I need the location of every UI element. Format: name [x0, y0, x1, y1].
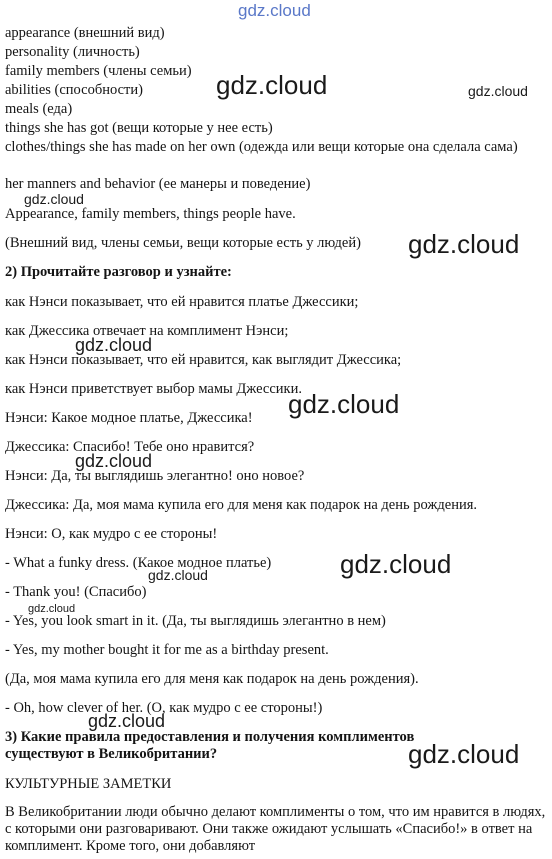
list-item: appearance (внешний вид): [5, 25, 165, 41]
watermark: gdz.cloud: [408, 229, 520, 259]
list-item: personality (личность): [5, 44, 140, 60]
task-item: как Нэнси показывает, что ей нравится платье Джессики;: [5, 294, 359, 310]
task-item: как Нэнси показывает, что ей нравится, как выглядит Джессика;: [5, 352, 402, 368]
notes-paragraph: В Великобритании люди обычно делают комплименты о том, что им нравится в людях, с которыми они разговаривают. Они также ожидают услышать «Спасибо!» в ответ на комплимент. Кроме того, они добавляют: [5, 804, 546, 854]
watermark: gdz.cloud: [238, 1, 311, 20]
task-item: как Джессика отвечает на комплимент Нэнси;: [5, 323, 289, 339]
list-item: family members (члены семьи): [5, 63, 192, 79]
dialogue-line: Джессика: Да, моя мама купила его для меня как подарок на день рождения.: [5, 497, 478, 513]
watermark: gdz.cloud: [75, 335, 153, 355]
dialogue-line: Нэнси: Да, ты выглядишь элегантно! оно новое?: [5, 468, 305, 484]
watermark: gdz.cloud: [75, 451, 153, 471]
watermark: gdz.cloud: [148, 567, 208, 583]
dialogue-line: Нэнси: О, как мудро с ее стороны!: [5, 526, 218, 542]
dialogue-line: Джессика: Спасибо! Тебе оно нравится?: [5, 439, 255, 455]
dialogue-line: - Yes, you look smart in it. (Да, ты выглядишь элегантно в нем): [5, 613, 386, 629]
dialogue-line: (Да, моя мама купила его для меня как подарок на день рождения).: [5, 671, 419, 687]
watermark: gdz.cloud: [288, 389, 400, 419]
watermark: gdz.cloud: [468, 83, 528, 99]
watermark: gdz.cloud: [24, 191, 84, 207]
watermark: gdz.cloud: [216, 70, 328, 100]
list-item: things she has got (вещи которые у нее есть): [5, 120, 273, 136]
answer-translation: (Внешний вид, члены семьи, вещи которые есть у людей): [5, 235, 361, 251]
answer-text: Appearance, family members, things people have.: [5, 206, 296, 222]
list-item: meals (еда): [5, 101, 73, 117]
watermark: gdz.cloud: [28, 603, 76, 615]
watermark: gdz.cloud: [340, 549, 452, 579]
section-heading: КУЛЬТУРНЫЕ ЗАМЕТКИ: [5, 776, 172, 792]
dialogue-line: - Oh, how clever of her. (О, как мудро с ее стороны!): [5, 700, 323, 716]
dialogue-line: - Thank you! (Спасибо): [5, 584, 147, 600]
watermark: gdz.cloud: [408, 739, 520, 769]
task-2-title: 2) Прочитайте разговор и узнайте:: [5, 264, 232, 280]
watermark: gdz.cloud: [88, 711, 166, 731]
list-item: clothes/things she has made on her own (одежда или вещи которые она сделала сама): [5, 139, 518, 155]
task-3-title: 3) Какие правила предоставления и получения комплиментов существуют в Великобритании?: [5, 729, 415, 762]
dialogue-line: - What a funky dress. (Какое модное платье): [5, 555, 272, 571]
list-item: her manners and behavior (ее манеры и поведение): [5, 176, 311, 192]
list-item: abilities (способности): [5, 82, 143, 98]
task-item: как Нэнси приветствует выбор мамы Джессики.: [5, 381, 302, 397]
dialogue-line: Нэнси: Какое модное платье, Джессика!: [5, 410, 253, 426]
dialogue-line: - Yes, my mother bought it for me as a birthday present.: [5, 642, 329, 658]
